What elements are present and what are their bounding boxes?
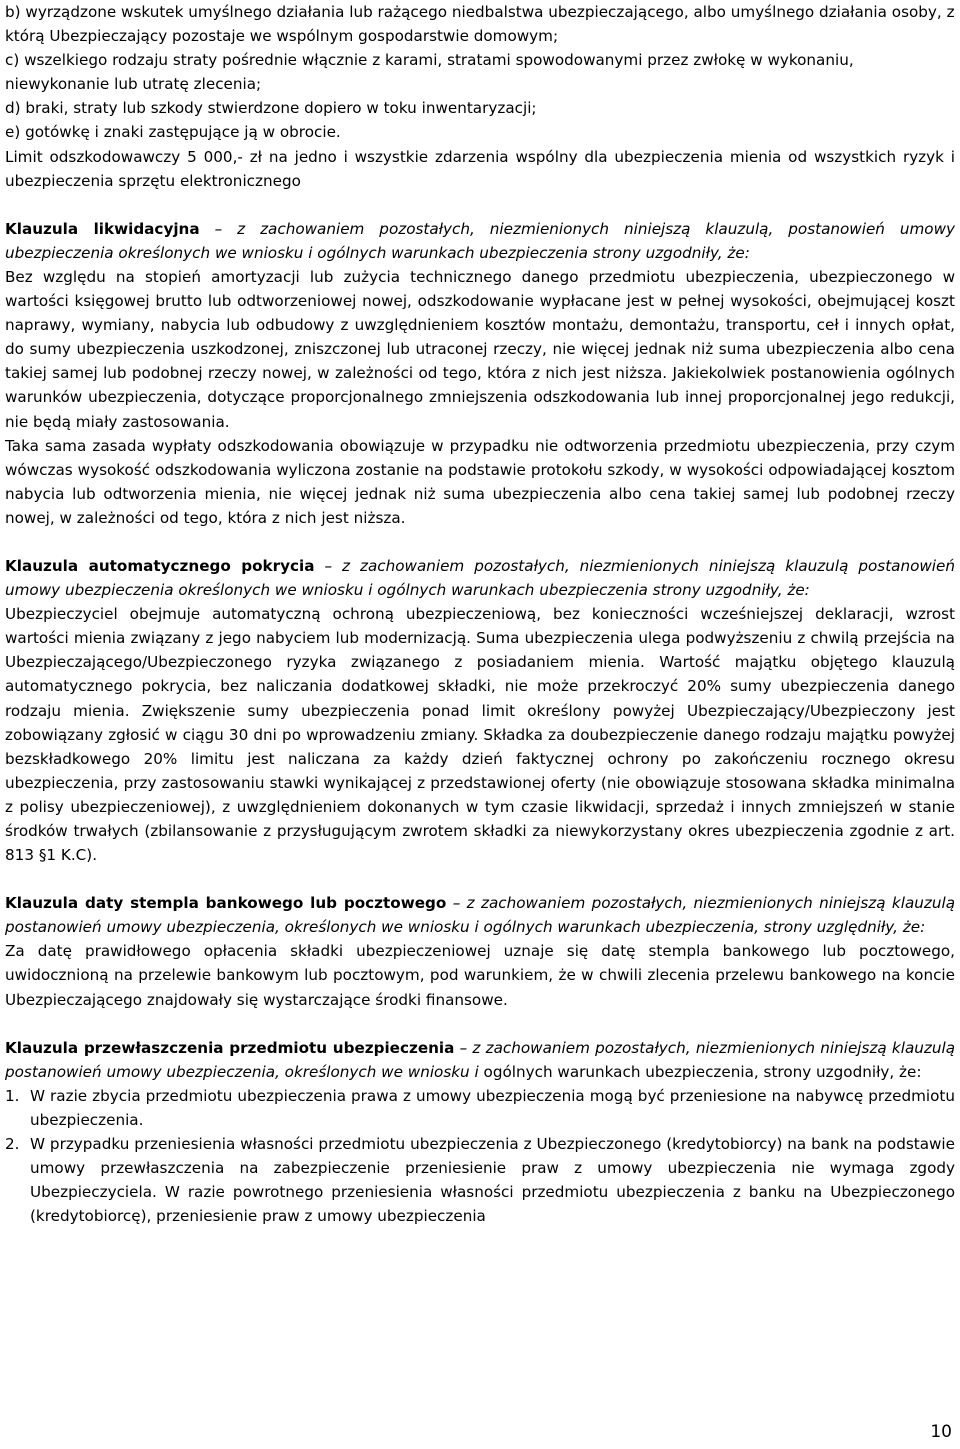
item-text: W przypadku przeniesienia własności przedmiotu ubezpieczenia z Ubezpieczonego (kredytobiorcy) na bank na podstawie umowy przewłaszczenia na zabezpieczenie przeniesienie praw z umowy ubezpieczenia nie wymaga zgody Ubezpieczyciela. W razie powrotnego przeniesienia własności przedmiotu ubezpieczenia z banku na Ubezpieczonego (kredytobiorcę), przeniesienie praw z umowy ubezpieczenia: [30, 1135, 955, 1226]
clause-automatic: [5, 554, 955, 867]
clause-stamp: [5, 891, 955, 1011]
clause-paragraph: Bez względu na stopień amortyzacji lub zużycia technicznego danego przedmiotu ubezpieczenia, ubezpieczonego w wartości księgowej brutto lub odtworzeniowej nowej, odszkodowanie wypłacane jest w pełnej wysokości, obejmującej koszt naprawy, wymiany, nabycia lub odbudowy z uwzględnieniem kosztów montażu, demontażu, transportu, ceł i innych opłat, do sumy ubezpieczenia uszkodzonej, zniszczonej lub utraconej rzeczy, nie więcej jednak niż suma ubezpieczenia albo cena takiej samej lub podobnej rzeczy nowej, w zależności od tego, która z nich jest niższa. Jakiekolwiek postanowienia ogólnych warunków ubezpieczenia, dotyczące proporcjonalnego zmniejszenia odszkodowania lub innej proporcjonalnej jego redukcji, nie będą miały zastosowania.: [5, 267, 955, 431]
item-text: W razie zbycia przedmiotu ubezpieczenia prawa z umowy ubezpieczenia mogą być przeniesione na nabywcę przedmiotu ubezpieczenia.: [30, 1086, 955, 1129]
clause-dash: –: [199, 219, 238, 238]
clause-paragraph: Ubezpieczyciel obejmuje automatyczną ochroną ubezpieczeniową, bez konieczności wcześniejszej deklaracji, wzrost wartości mienia związany z jego nabyciem lub modernizacją. Suma ubezpieczenia ulega podwyższeniu z chwilą przejścia na Ubezpieczającego/Ubezpieczonego ryzyka związanego z posiadaniem mienia. Wartość majątku objętego klauzulą automatycznego pokrycia, bez naliczania dodatkowej składki, nie może przekroczyć 20% sumy ubezpieczenia danego rodzaju mienia. Zwiększenie sumy ubezpieczenia ponad limit określony powyżej Ubezpieczający/Ubezpieczony jest zobowiązany zgłosić w ciągu 30 dni po wprowadzeniu zmiany. Składka za doubezpieczenie danego rodzaju majątku powyżej bezskładkowego 20% limitu jest naliczana za każdy dzień faktycznej ochrony po zakończeniu rocznego okresu ubezpieczenia, przy zastosowaniu stawki wynikającej z przedstawionej oferty (nie obowiązuje stosowana składka minimalna z polisy ubezpieczeniowej), z uwzględnieniem dokonanych w tym czasie likwidacji, sprzedaż i innych zmniejszeń w stanie środków trwałych (zbilansowanie z przysługującym zwrotem składki za niewykorzystany okres ubezpieczenia zgodnie z art. 813 §1 K.C).: [5, 605, 955, 865]
clause-title: Klauzula daty stempla bankowego lub pocztowego: [5, 894, 447, 913]
clause-intro-regular: ogólnych warunkach ubezpieczenia, strony uzgodniły, że:: [478, 1062, 922, 1081]
exclusions-list: [5, 0, 955, 145]
clause-intro: z zachowaniem pozostałych, niezmienionych niniejszą klauzulą postanowień umowy ubezpieczenia, określonych we wniosku i ogólnych warunkach ubezpieczenia, strony uzględniły, że:: [5, 894, 955, 937]
clause-title: Klauzula przewłaszczenia przedmiotu ubezpieczenia: [5, 1038, 455, 1057]
clause-paragraph: Taka sama zasada wypłaty odszkodowania obowiązuje w przypadku nie odtworzenia przedmiotu ubezpieczenia, przy czym wówczas wysokość odszkodowania wyliczona zostanie na podstawie protokołu szkody, w wysokości odpowiadającej kosztom nabycia lub odtworzenia mienia, nie więcej jednak niż suma ubezpieczenia albo cena takiej samej lub podobnej rzeczy nowej, w zależności od tego, która z nich jest niższa.: [5, 436, 955, 527]
numbered-item: [5, 1132, 955, 1228]
exclusion-item-d: d) braki, straty lub szkody stwierdzone dopiero w toku inwentaryzacji;: [5, 99, 537, 118]
exclusion-item-e: e) gotówkę i znaki zastępujące ją w obrocie.: [5, 123, 341, 142]
page-number: 10: [930, 1422, 952, 1442]
limit-paragraph: Limit odszkodowawczy 5 000,- zł na jedno i wszystkie zdarzenia wspólny dla ubezpieczenia mienia od wszystkich ryzyk i ubezpieczenia sprzętu elektronicznego: [5, 147, 955, 190]
exclusion-item-c: c) wszelkiego rodzaju straty pośrednie włącznie z karami, stratami spowodowanymi przez zwłokę w wykonaniu, niewykonanie lub utratę zlecenia;: [5, 51, 854, 94]
exclusion-item-b: b) wyrządzone wskutek umyślnego działania lub rażącego niedbalstwa ubezpieczającego, albo umyślnego działania osoby, z którą Ubezpieczający pozostaje we wspólnym gospodarstwie domowym;: [5, 3, 955, 46]
clause-title: Klauzula automatycznego pokrycia: [5, 556, 315, 575]
clause-intro: z zachowaniem pozostałych, niezmienionych niniejszą klauzulą, postanowień umowy ubezpieczenia określonych we wniosku i ogólnych warunkach ubezpieczenia strony uzgodniły, że:: [5, 219, 955, 262]
clause-transfer-heading: [5, 1036, 955, 1084]
item-number: 1.: [5, 1086, 20, 1105]
clause-intro: z zachowaniem pozostałych, niezmienionych niniejszą klauzulą postanowień umowy ubezpieczenia określonych we wniosku i ogólnych warunkach ubezpieczenia strony uzgodniły, że:: [5, 556, 955, 600]
clause-dash: –: [454, 1038, 473, 1057]
clause-transfer: [5, 1036, 955, 1229]
clause-liquidation: [5, 217, 955, 530]
clause-intro: z zachowaniem pozostałych, niezmienionych niniejszą klauzulą postanowień umowy ubezpieczenia, określonych we wniosku i: [5, 1038, 956, 1081]
clause-dash: –: [446, 894, 467, 913]
clause-stamp-heading: [5, 891, 955, 939]
clause-paragraph: Za datę prawidłowego opłacenia składki ubezpieczeniowej uznaje się datę stempla bankowego lub pocztowego, uwidocznioną na przelewie bankowym lub pocztowym, pod warunkiem, że w chwili zlecenia przelewu bankowego na koncie Ubezpieczającego znajdowały się wystarczające środki finansowe.: [5, 942, 955, 1009]
clause-dash: –: [314, 556, 343, 575]
document-page: [5, 0, 955, 1228]
item-number: 2.: [5, 1135, 20, 1154]
numbered-item: [5, 1084, 955, 1132]
clause-liquidation-heading: [5, 217, 955, 265]
clause-automatic-heading: [5, 554, 955, 602]
clause-title: Klauzula likwidacyjna: [5, 219, 200, 238]
